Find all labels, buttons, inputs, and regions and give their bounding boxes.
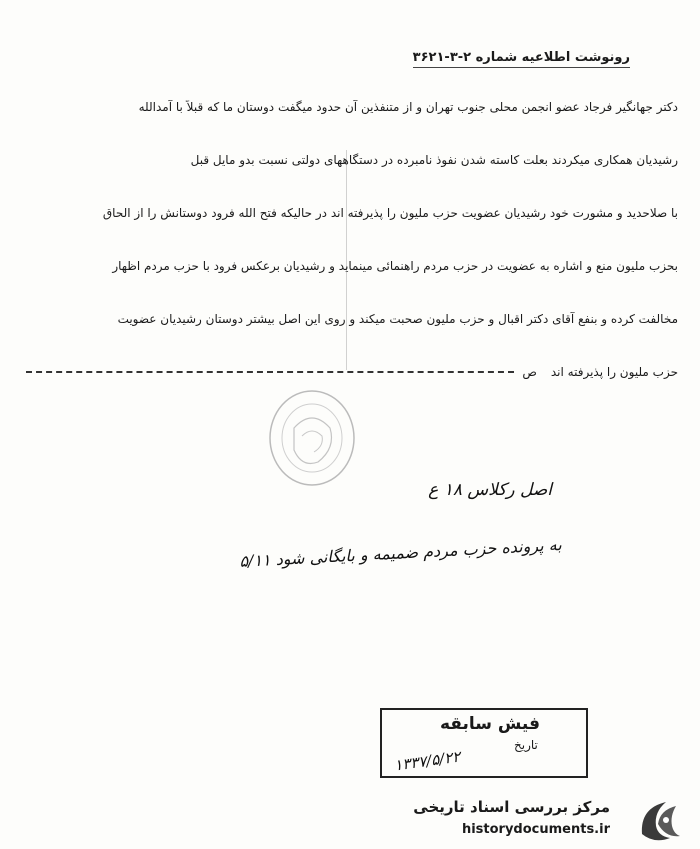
document-body bbox=[26, 100, 678, 418]
stamp-title: فیش سابقه bbox=[439, 714, 540, 734]
body-line-6 bbox=[26, 365, 678, 379]
body-line-1: دکتر جهانگیر فرجاد عضو انجمن محلی جنوب تهران و از متنفذین آن حدود میگفت دوستان ما که قبلاً با آمدالله bbox=[138, 100, 678, 114]
dash-filler bbox=[26, 371, 514, 373]
watermark-title: مرکز بررسی اسناد تاریخی bbox=[413, 798, 610, 816]
body-line-3: با صلاحدید و مشورت خود رشیدیان عضویت حزب ملیون را پذیرفته اند در حالیکه فتح الله فرود دوستانش را از الحاق bbox=[102, 206, 678, 220]
stamp-date: ۱۳۳۷/۵/۲۲ bbox=[393, 747, 462, 775]
signature-mark: ص bbox=[522, 365, 537, 379]
watermark bbox=[413, 796, 694, 844]
seal-icon bbox=[266, 388, 358, 488]
last-line-text: حزب ملیون را پذیرفته اند bbox=[550, 365, 678, 379]
watermark-url: historydocuments.ir bbox=[461, 822, 610, 837]
handwritten-note-1: اصل رکلاس ۱۸ ع bbox=[428, 480, 552, 500]
body-line-5: مخالفت کرده و بنفع آقای دکتر اقبال و حزب ملیون صحبت میکند و روی این اصل بیشتر دوستان رشیدیان عضویت bbox=[117, 312, 678, 326]
body-line-4: بحزب ملیون منع و اشاره به عضویت در حزب مردم راهنمائی مینماید و رشیدیان برعکس فرود با حزب مردم اظهار bbox=[112, 259, 678, 273]
handwritten-note-2: به پرونده حزب مردم ضمیمه و بایگانی شود ۵/۱۱ bbox=[239, 535, 563, 571]
document-center-logo-icon bbox=[636, 796, 684, 844]
header-reference: رونوشت اطلاعیه شماره ۲-۳-۳۶۲۱ bbox=[413, 50, 630, 68]
body-line-2: رشیدیان همکاری میکردند بعلت کاسته شدن نفوذ نامبرده در دستگاههای دولتی نسبت بدو مایل قبل bbox=[190, 153, 678, 167]
stamp-date-label: تاریخ bbox=[514, 738, 538, 752]
